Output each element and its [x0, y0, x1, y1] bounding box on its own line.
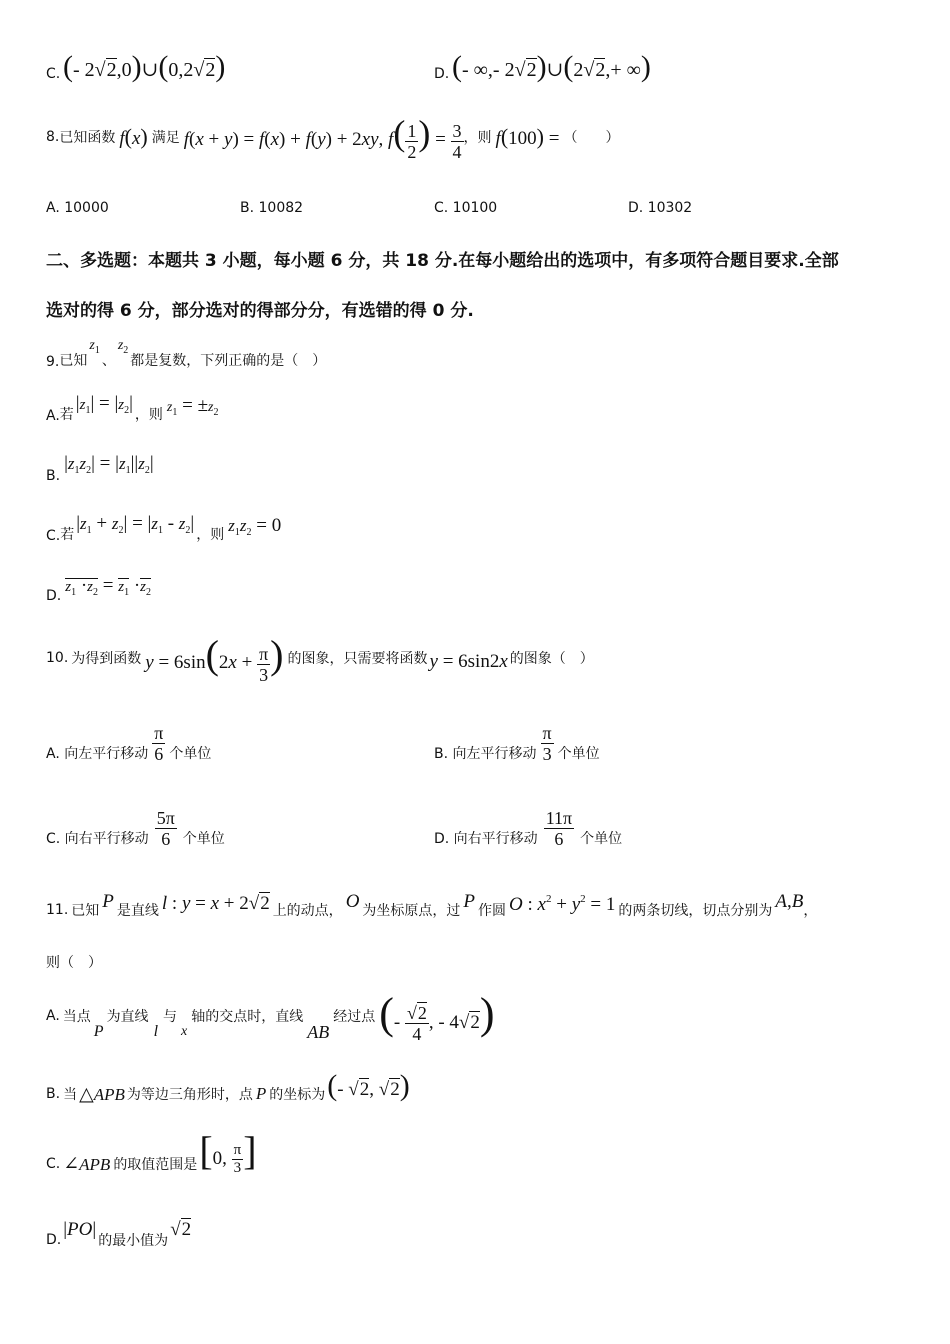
q9-option-c-text-1: 若: [60, 527, 75, 543]
q11-option-a-point: (- $\frac{√2}{4}$ , - 4√2): [379, 988, 495, 1045]
q10-option-a: [46, 718, 211, 768]
q8-math-fx: f(x): [119, 124, 148, 149]
q9-stem-2: 都是复数，下列正确的是（ ）: [130, 353, 327, 369]
q11-option-c-range: [0, $\frac{\pi}{3}$ ]: [199, 1127, 257, 1177]
q11-option-c: [46, 1128, 257, 1176]
q10-option-c: [46, 803, 225, 853]
q7-option-c-label: C.: [46, 66, 61, 82]
q10-option-b-fraction: $\frac{\pi}{3}$: [542, 722, 552, 764]
q11-text-1: 已知: [71, 903, 100, 919]
q11-option-a-text-3: 与: [163, 1009, 178, 1025]
q10-stem-1: 为得到函数: [71, 651, 142, 667]
q11-math-P2: P: [463, 891, 476, 912]
q11-option-b-text-3: 的坐标为: [269, 1087, 326, 1103]
q11-text-3: 上的动点，: [272, 903, 343, 919]
question-10-stem: [46, 630, 594, 686]
q8-stem-1: 已知函数: [59, 130, 116, 146]
q8-option-d: D. 10302: [628, 200, 693, 216]
q11-option-b-point: (- √2, √2): [327, 1069, 410, 1102]
q11-option-a: [46, 984, 495, 1048]
q11-option-d-PO: |PO|: [63, 1219, 97, 1240]
q10-number: 10.: [46, 650, 69, 666]
q9-option-a-text-2: ，则: [134, 407, 163, 423]
q9-number: 9.: [46, 354, 60, 370]
q10-option-d: [434, 803, 622, 853]
q11-text-5: 作圆: [478, 903, 507, 919]
q11-option-a-text-5: 经过点: [333, 1009, 376, 1025]
q11-text-4: 为坐标原点，过: [362, 903, 461, 919]
q7-option-c-math: (- 2√2,0)∪(0,2√2): [63, 50, 226, 83]
q11-option-d-text-1: 的最小值为: [98, 1233, 169, 1249]
q11-math-line: l : y = x + 2√2: [161, 893, 270, 914]
q11-math-AB: A,B: [775, 891, 804, 912]
q7-option-d-label: D.: [434, 66, 450, 82]
q9-option-a-text-1: 若: [59, 407, 74, 423]
q9-option-c-label: C.: [46, 528, 61, 544]
q11-option-a-text-4: 轴的交点时，直线: [191, 1009, 304, 1025]
q10-option-a-label: A. 向左平行移动: [46, 746, 149, 762]
q10-math-source: y = 6sin2x: [429, 651, 508, 672]
q11-option-b-text-2: 为等边三角形时，点: [126, 1087, 253, 1103]
q11-option-b: [46, 1066, 410, 1106]
q11-option-a-P: P: [93, 1023, 104, 1040]
q10-stem-3: 的图象（ ）: [509, 651, 594, 667]
q9-option-c-math-2: $z_1z_2 = 0$: [228, 515, 282, 538]
q11-option-c-label: C.: [46, 1156, 61, 1172]
q10-option-b-label: B. 向左平行移动: [434, 746, 537, 762]
q10-stem-2: 的图象，只需要将函数: [287, 651, 428, 667]
q10-option-d-label: D. 向右平行移动: [434, 831, 538, 847]
q11-text-6: 的两条切线，切点分别为: [618, 903, 773, 919]
q11-math-circle: O : $x^2 + y^2 = 1$: [509, 892, 616, 915]
q11-option-b-text-1: 当: [63, 1087, 78, 1103]
q11-option-d-value: √2: [170, 1219, 192, 1240]
q9-option-a-label: A.: [46, 408, 60, 424]
q10-option-b-tail: 个单位: [557, 746, 600, 762]
q8-math-condition: f(x + y) = f(x) + f(y) + 2xy, f( $\frac{1}{2}$ ) = $\frac{3}{4}$: [183, 113, 462, 162]
q8-option-b: B. 10082: [240, 200, 304, 216]
q9-stem-1: 已知: [59, 353, 88, 369]
q8-stem-3: ，则: [463, 130, 492, 146]
question-9-stem: [46, 336, 326, 370]
q9-option-d: [46, 570, 151, 604]
question-8-stem: [46, 112, 619, 162]
q8-option-c: C. 10100: [434, 200, 498, 216]
q8-option-a: A. 10000: [46, 200, 109, 216]
q9-math-z1: $z_1$: [89, 338, 100, 356]
q8-stem-2: 满足: [151, 130, 180, 146]
q9-stem-sep: 、: [101, 353, 116, 369]
q11-option-a-text-2: 为直线: [106, 1009, 149, 1025]
q11-option-a-x: x: [181, 1024, 188, 1039]
q10-option-c-fraction: $\frac{5\pi}{6}$: [156, 807, 175, 849]
q10-option-d-tail: 个单位: [580, 831, 623, 847]
q9-option-d-math: $z_1 \cdot z_2 = z_1 \cdot z_2$: [65, 575, 151, 598]
q11-option-a-text-1: 当点: [62, 1009, 91, 1025]
q10-option-a-fraction: $\frac{\pi}{6}$: [154, 722, 164, 764]
q9-option-c-text-2: ，则: [196, 527, 225, 543]
q11-option-a-AB: AB: [307, 1021, 330, 1042]
q11-text-7: ，: [803, 903, 818, 919]
q11-option-a-l: l: [153, 1023, 159, 1040]
q9-option-b: [46, 452, 154, 484]
q11-option-b-triangle: △APB: [79, 1083, 125, 1105]
q11-option-c-text-1: 的取值范围是: [113, 1157, 198, 1173]
q9-option-c-math-1: $|z_1 + z_2| = |z_1 - z_2|$: [76, 513, 195, 536]
q10-option-d-fraction: $\frac{11\pi}{6}$: [545, 807, 573, 849]
q11-math-O: O: [345, 891, 360, 912]
q11-option-b-P: P: [255, 1084, 267, 1103]
q11-text-2: 是直线: [116, 903, 159, 919]
q8-number: 8.: [46, 129, 60, 145]
q8-math-ask: f(100) =: [495, 124, 560, 149]
q11-option-a-label: A.: [46, 1008, 60, 1024]
q9-option-b-label: B.: [46, 468, 61, 484]
q9-math-z2: $z_2$: [117, 338, 129, 356]
q11-number: 11.: [46, 902, 69, 918]
q7-option-d-math: (- ∞,- 2√2)∪(2√2,+ ∞): [452, 50, 651, 83]
q11-option-d-label: D.: [46, 1232, 62, 1248]
q9-option-a: [46, 392, 218, 424]
q9-option-c: [46, 512, 281, 544]
section-2-heading-line2: 选对的得 6 分，部分选对的得部分分，有选错的得 0 分.: [46, 301, 474, 321]
q11-math-P: P: [102, 891, 114, 912]
q9-option-b-math: $|z_1z_2| = |z_1||z_2|$: [64, 453, 154, 476]
q9-option-a-math-1: $|z_1| = |z_2|$: [75, 393, 133, 416]
q11-line2: 则（ ）: [46, 955, 102, 971]
q11-option-d: [46, 1212, 191, 1248]
q10-option-c-tail: 个单位: [182, 831, 225, 847]
q10-option-c-label: C. 向右平行移动: [46, 831, 149, 847]
q11-option-b-label: B.: [46, 1086, 61, 1102]
question-11-stem: [46, 884, 817, 924]
q8-blank: （ ）: [563, 130, 620, 146]
q9-option-d-label: D.: [46, 588, 62, 604]
q11-option-c-angle: ∠APB: [63, 1153, 111, 1175]
section-2-heading-line1: 二、多选题：本题共 3 小题，每小题 6 分，共 18 分.在每小题给出的选项中，有多项符合题目要求.全部: [46, 251, 839, 271]
q10-option-b: [434, 718, 600, 768]
q10-math-target: y = 6sin(2x + $\frac{\pi}{3}$ ): [145, 632, 284, 685]
q9-option-a-math-2: $z_1 = \pm z_2$: [166, 395, 219, 418]
q10-option-a-tail: 个单位: [169, 746, 212, 762]
